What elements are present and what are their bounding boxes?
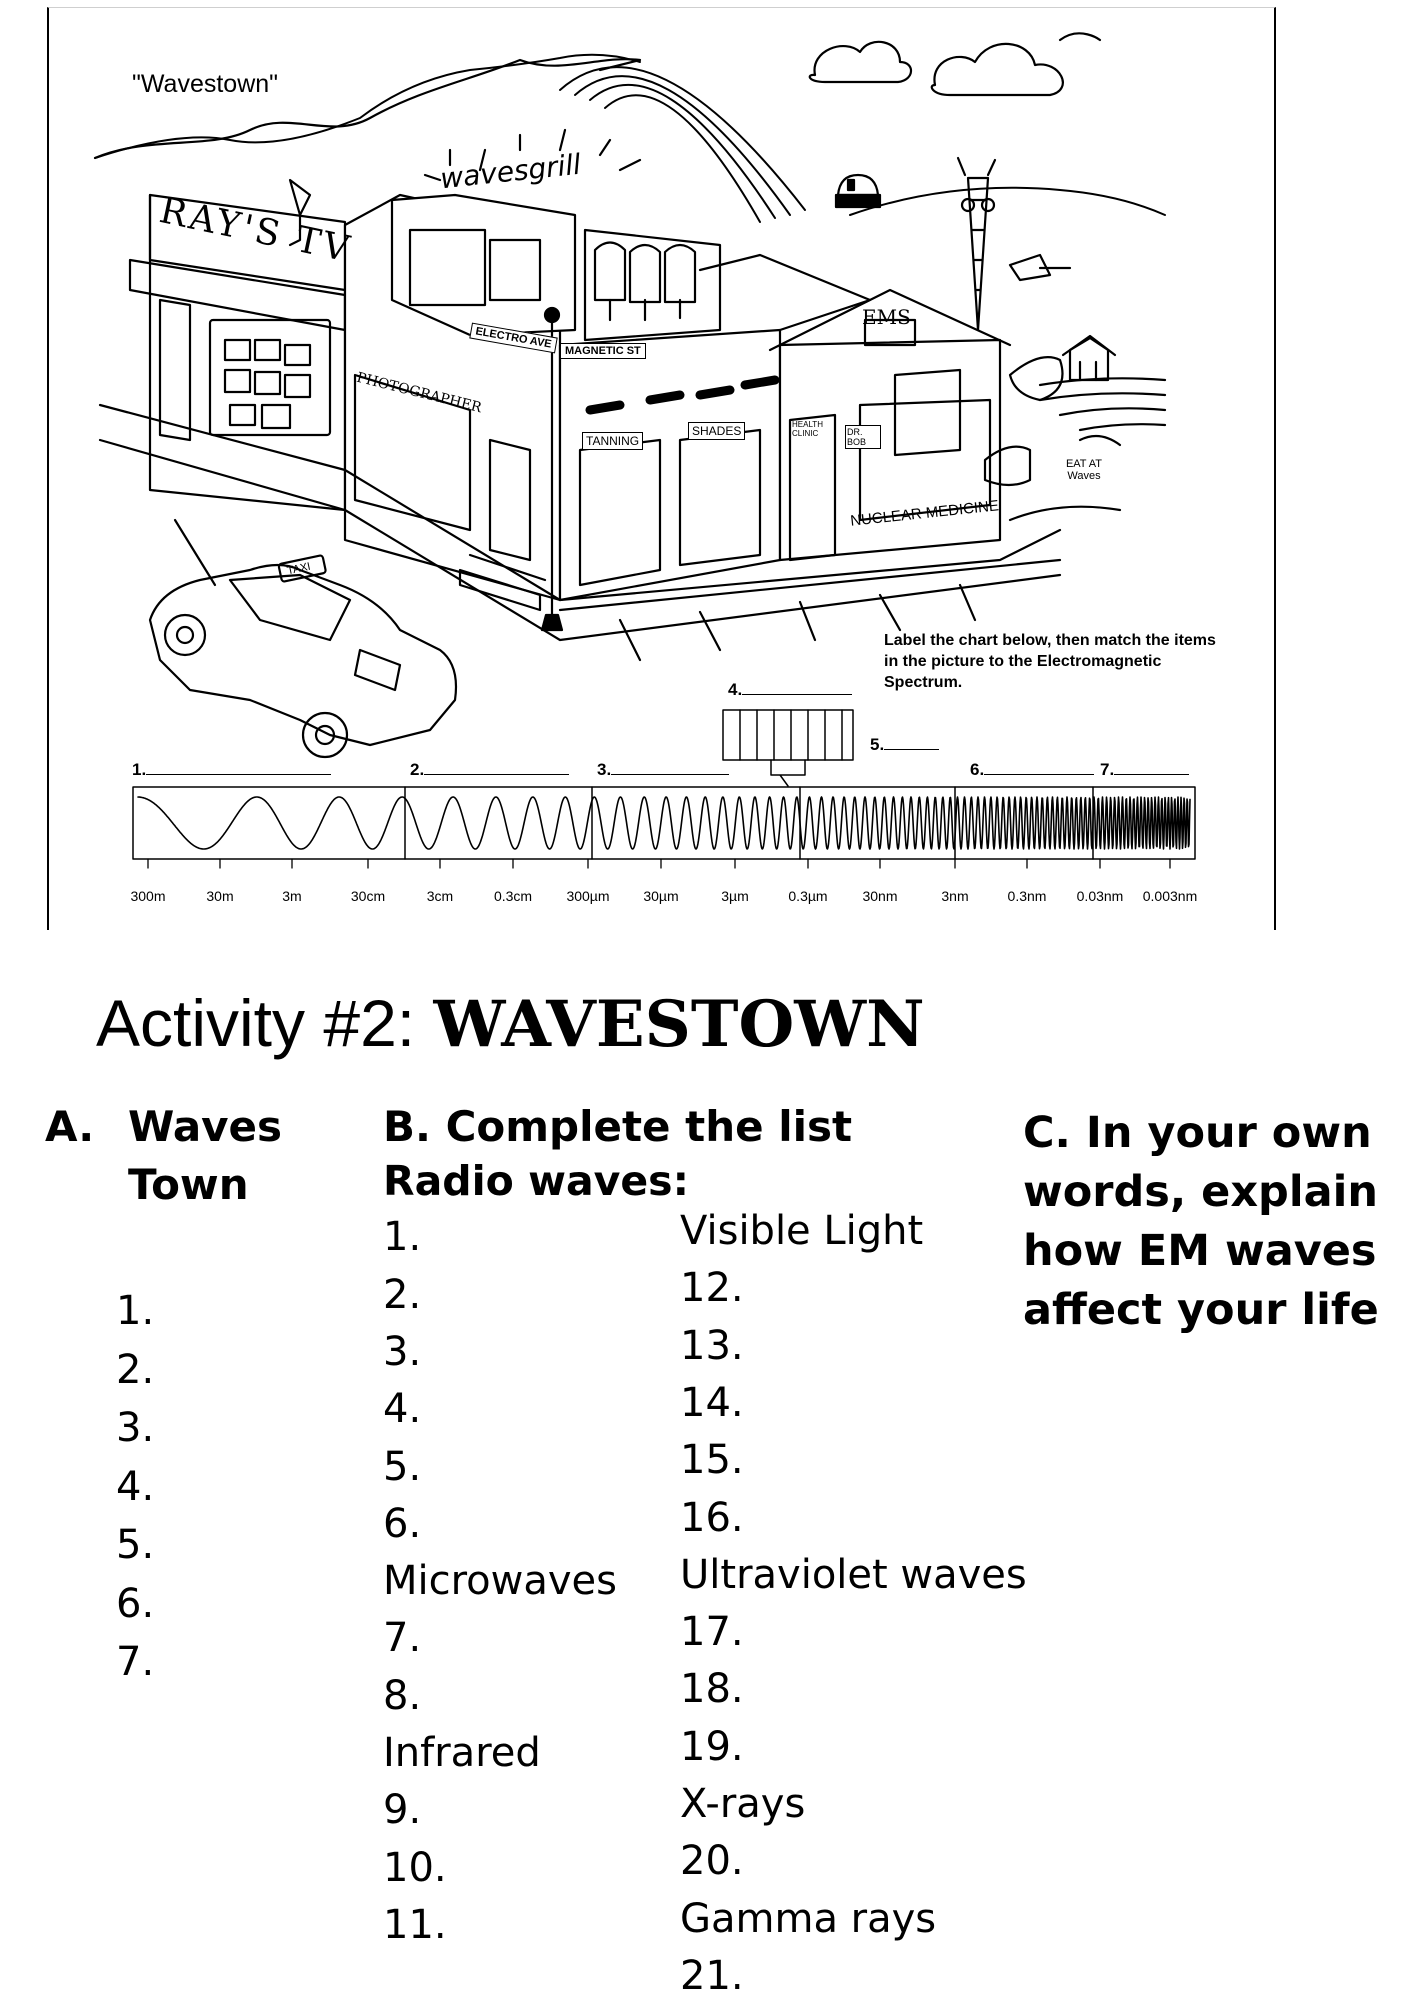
wavelength-tick-label: 0.3cm — [493, 888, 533, 904]
section-b-group-label: Radio waves: — [383, 1157, 689, 1205]
shops-building — [560, 330, 780, 600]
section-b-list-item: 16. — [680, 1494, 744, 1541]
section-b-list-item: 10. — [383, 1844, 447, 1891]
wavelength-tick-label: 300µm — [566, 888, 610, 904]
section-b-list-item: 19. — [680, 1723, 744, 1770]
section-b-list-item: 6. — [383, 1500, 422, 1547]
section-b-list-item: 9. — [383, 1787, 422, 1834]
spectrum-blank-6[interactable]: 6. — [970, 760, 1094, 780]
section-c-line: words, explain — [1023, 1167, 1378, 1217]
street-sign-magnetic: MAGNETIC ST — [560, 343, 646, 359]
wavestown-illustration — [0, 0, 1414, 930]
chart-instructions: Label the chart below, then match the items in the picture to the Electromagnetic Spectrum. — [884, 632, 1216, 691]
nuclear-medicine-sign: NUCLEAR MEDICINE — [849, 497, 1000, 530]
shades-sign: SHADES — [688, 422, 745, 440]
photographer-sign: PHOTOGRAPHER — [354, 369, 484, 417]
section-a-item: 7. — [116, 1639, 155, 1685]
street-sign-electro: ELECTRO AVE — [469, 323, 557, 354]
spectrum-blank-1[interactable]: 1. — [132, 760, 331, 780]
section-b-group-label: Visible Light — [680, 1208, 924, 1254]
activity-title-prefix: Activity #2: — [96, 986, 434, 1060]
tanning-sign: TANNING — [582, 432, 643, 450]
section-b-list-item: 20. — [680, 1838, 744, 1885]
wavelength-tick-label: 30m — [206, 888, 234, 904]
wavelength-tick-label: 30cm — [350, 888, 386, 904]
activity-title — [96, 985, 925, 1062]
wavelength-tick-label: 0.3nm — [1007, 888, 1047, 904]
section-b-list-item: 8. — [383, 1672, 422, 1719]
observatory-icon — [836, 175, 880, 207]
section-b-list-item: 4. — [383, 1386, 422, 1433]
spectrum-blank-4[interactable]: 4. — [728, 680, 852, 700]
section-c-line: how EM waves — [1023, 1226, 1377, 1276]
health-clinic-sign: HEALTH CLINIC — [792, 420, 823, 438]
wavelength-tick-label: 30µm — [643, 888, 679, 904]
spectrum-blank-7[interactable]: 7. — [1100, 760, 1189, 780]
town-caption: "Wavestown" — [132, 70, 279, 98]
section-b-list-item: 13. — [680, 1322, 744, 1369]
radio-tower-icon — [958, 158, 995, 330]
wavelength-tick-label: 3m — [282, 888, 302, 904]
section-a-letter: A. — [45, 1102, 95, 1151]
section-b-list-item: 3. — [383, 1328, 422, 1375]
section-b-list-item: 1. — [383, 1214, 422, 1261]
section-b-group-label: Microwaves — [383, 1558, 618, 1605]
section-a-title — [128, 1098, 282, 1214]
wavelength-tick-label: 300m — [130, 888, 166, 904]
spectrum-blank-5[interactable]: 5. — [870, 735, 939, 755]
ems-sign: EMS — [862, 305, 911, 329]
spectrum-blank-2[interactable]: 2. — [410, 760, 569, 780]
section-b-group-label: X-rays — [680, 1781, 806, 1827]
section-a-title-line2: Town — [128, 1160, 249, 1209]
cloud-icon — [810, 42, 911, 82]
activity-title-name: WAVESTOWN — [433, 987, 925, 1062]
cloud-icon — [932, 44, 1063, 95]
section-a-title-line1: Waves — [128, 1102, 283, 1151]
section-b-heading: B. Complete the list — [383, 1102, 853, 1151]
section-a-item: 4. — [116, 1463, 155, 1510]
section-a-item: 6. — [116, 1580, 155, 1627]
section-a-item: 2. — [116, 1346, 155, 1393]
eat-at-sign: EAT AT Waves — [1065, 458, 1103, 482]
cloud-icon — [1060, 33, 1100, 40]
section-a-item: 5. — [116, 1522, 155, 1568]
section-b-group-label: Ultraviolet waves — [680, 1551, 1027, 1598]
visible-box — [723, 710, 853, 760]
section-b-list-item: 7. — [383, 1615, 422, 1662]
wavelength-tick-label: 0.003nm — [1142, 888, 1198, 904]
section-b-list-item: 5. — [383, 1443, 422, 1490]
spectrum-chart — [133, 710, 1195, 868]
section-a-item: 3. — [116, 1405, 155, 1451]
doctor-sign: DR. BOB — [845, 425, 881, 449]
section-b-list-item: 18. — [680, 1666, 744, 1713]
section-b-group-label: Gamma rays — [680, 1895, 937, 1942]
tv-shop-sign: RAY'S TV — [155, 190, 356, 271]
barn-icon — [1063, 336, 1115, 380]
spectrum-blank-3[interactable]: 3. — [597, 760, 729, 780]
section-b-list-item: 14. — [680, 1379, 744, 1426]
rainbow-icon — [560, 67, 805, 210]
satellite-icon — [1010, 255, 1070, 280]
section-b-group-label: Infrared — [383, 1730, 541, 1776]
spectrum-wave — [138, 797, 1190, 849]
section-b-list-item: 11. — [383, 1901, 447, 1948]
wavelength-tick-label: 3cm — [426, 888, 454, 904]
taxi-sign: TAXI — [286, 560, 312, 578]
section-b-list-item: 15. — [680, 1437, 744, 1484]
section-b-list-item: 2. — [383, 1271, 422, 1318]
section-b-list-item: 17. — [680, 1609, 744, 1656]
grill-sign: wavesgrill — [438, 147, 583, 196]
wavelength-tick-label: 3µm — [721, 888, 749, 904]
wavelength-tick-label: 3nm — [941, 888, 969, 904]
wavelength-tick-label: 30nm — [862, 888, 898, 904]
section-c-line: affect your life — [1023, 1285, 1379, 1335]
section-a-item: 1. — [116, 1288, 155, 1334]
section-c-line: C. In your own — [1023, 1108, 1372, 1158]
section-b-list-item: 21. — [680, 1952, 744, 1999]
section-b-list-item: 12. — [680, 1265, 744, 1312]
wavelength-tick-label: 0.03nm — [1076, 888, 1124, 904]
wavelength-tick-label: 0.3µm — [788, 888, 828, 904]
